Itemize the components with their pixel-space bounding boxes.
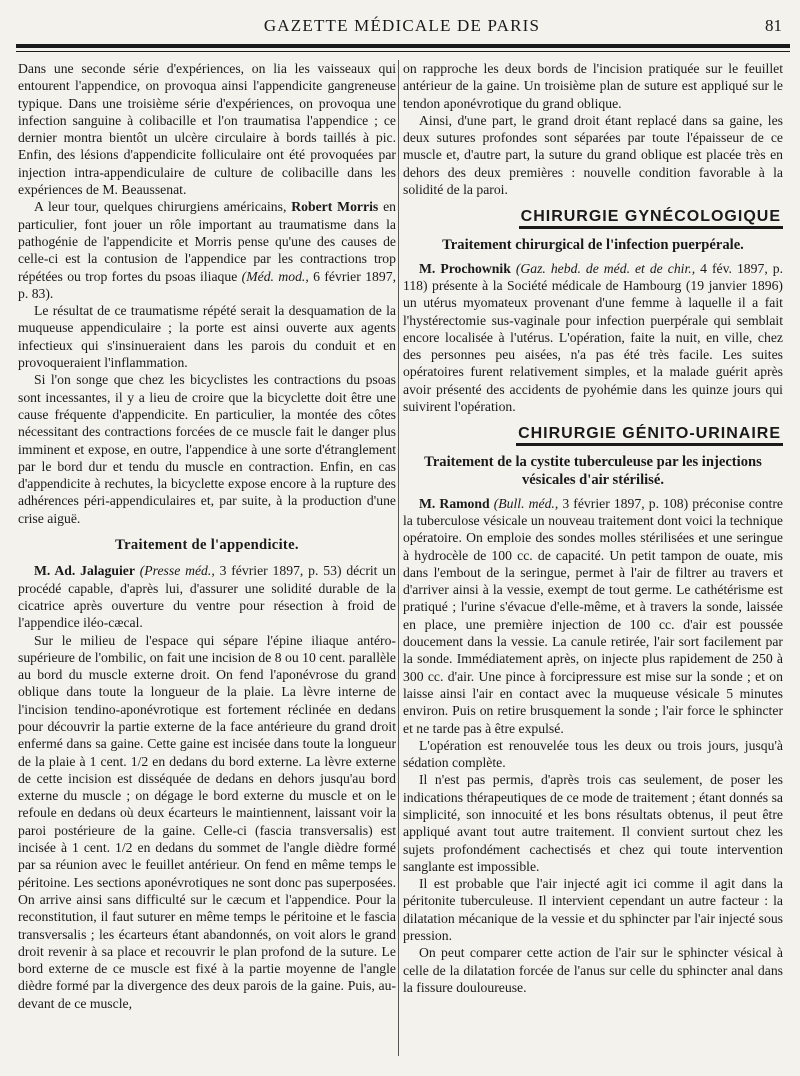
paragraph (18, 562, 396, 631)
section-heading (403, 425, 783, 444)
column-divider (398, 60, 399, 1056)
right-column (403, 60, 783, 1062)
author-name: M. Prochownik (419, 260, 511, 276)
text-run: 3 février 1897, p. 53) décrit un procédé capable, d'après lui, d'assurer une solidité durable de la cicatrice après ouverture du ventre pour résection à froid de l'appendice iléo-cæcal. (18, 563, 396, 631)
paragraph (403, 260, 783, 416)
article-title: Traitement chirurgical de l'infection puerpérale. (442, 236, 744, 253)
header-rule-thick (16, 44, 790, 48)
text-run: 4 fév. 1897, p. 118) présente à la Société médicale de Hambourg (19 janvier 1896) un utérus myomateux provenant d'une femme à laquelle il a fait l'hystérectomie sus-vaginale pour infection puerpérale qui semblait encore localisée à l'utérus. L'opération, faite la nuit, en ville, chez des personnes peu aisées, n'a pas été très facile. Les suites opératoires furent relativement simples, et la malade guérit après avoir présenté des accidents de pyohémie dans les quinze jours qui suivirent l'opération. (403, 260, 783, 415)
paragraph (18, 198, 396, 302)
paragraph: Si l'on songe que chez les bicyclistes les contractions du psoas sont incessantes, il y a lieu de croire que la bicyclette doit être une cause fréquente d'appendicite. En particulier, la montée des côtes nécessitant des contractions forcées de ce muscle fait le danger plus imminent et expose, en outre, l'appendice à une sorte d'étranglement par le bord dur et tendu du muscle en contraction. Enfin, en cas d'appendicite à rechutes, la bicyclette expose encore à la rupture des adhérences péri-appendiculaires et, par suite, à la production d'une crise aiguë. (18, 372, 396, 526)
text-run: 6 février 1897, p. 83). (18, 268, 396, 301)
article-title: Traitement de la cystite tuberculeuse par les injections vésicales d'air stérilisé. (424, 453, 762, 488)
text-run: A leur tour, quelques chirurgiens américains, (34, 199, 292, 215)
section-heading (403, 208, 783, 227)
source-citation: (Bull. méd., (493, 495, 559, 511)
section-heading-text: CHIRURGIE GÉNITO-URINAIRE (516, 425, 783, 446)
running-title: GAZETTE MÉDICALE DE PARIS (263, 16, 541, 35)
author-name: Robert Morris (291, 199, 379, 215)
subheading: Traitement de l'appendicite. (115, 537, 299, 554)
paragraph: L'opération est renouvelée tous les deux ou trois jours, jusqu'à sédation complète. (403, 737, 783, 771)
paragraph: on rapproche les deux bords de l'incision pratiquée sur le feuillet antérieur de la gaine. Un troisième plan de suture est appliqué sur le tendon aponévrotique du grand oblique. (403, 61, 783, 111)
paragraph: Ainsi, d'une part, le grand droit étant replacé dans sa gaine, les deux sutures profondes sont séparées par toute l'épaisseur de ce muscle et, d'autre part, la suture du grand oblique est placée très en dehors des deux premières : nouvelle condition favorable à la solidité de la paroi. (403, 112, 783, 198)
page-header (18, 14, 786, 44)
left-column (18, 60, 396, 1062)
source-citation: (Gaz. hebd. de méd. et de chir., (515, 260, 696, 276)
text-run: en particulier, font jouer un rôle important au traumatisme dans la pathogénie de l'appendicite et Morris pense qu'une des causes de celle-ci est la contusion de l'appendice par les contractions trop répétées ou trop fortes du psoas iliaque (18, 199, 397, 284)
paragraph: On peut comparer cette action de l'air sur le sphincter vésical à celle de la dilatation forcée de l'anus sur celle du sphincter anal dans la fissure douloureuse. (403, 945, 783, 995)
header-rule-thin (16, 51, 790, 52)
source-citation: (Presse méd., (139, 563, 215, 579)
paragraph (403, 495, 783, 737)
paragraph: Il n'est pas permis, d'après trois cas seulement, de poser les indications thérapeutiques de ce mode de traitement ; étant donnés sa simplicité, son innocuité et les bons résultats obtenus, il peut être appliqué avant tout autre traitement. Il convient surtout chez les sujets profondément cachectisés et chez qui toute intervention sanglante est impossible. (403, 772, 783, 874)
paragraph: Il est probable que l'air injecté agit ici comme il agit dans la péritonite tuberculeuse. Il intervient cependant un autre facteur : la dilatation mécanique de la vessie et du sphincter par l'air injecté sous pression. (403, 876, 783, 944)
section-heading-text: CHIRURGIE GYNÉCOLOGIQUE (519, 208, 783, 229)
paragraph: Sur le milieu de l'espace qui sépare l'épine iliaque antéro-supérieure de l'ombilic, on fait une incision de 8 ou 10 cent. parallèle au bord du muscle externe droit. On fend l'aponévrose du grand oblique dans toute la longueur de la plaie. La lèvre interne de l'incision tendino-aponévrotique est fortement réclinée en dedans pour découvrir la partie externe de la face antérieure du grand droit enfermé dans sa gaine. Cette gaine est incisée dans toute la longueur de la plaie à 1 cent. 1/2 en dedans du bord externe. La lèvre externe de cette incision est disséquée de dedans en dehors jusqu'au bord externe du muscle ; on dégage le bord externe du muscle et on le refoule en dedans où deux écarteurs le maintiennent, laissant voir la paroi postérieure de la gaine. Celle-ci (fascia transversalis) est incisée à 1 cent. 1/2 en dedans du sommet de l'angle dièdre formé par sa réunion avec le feuillet antérieur. On fend en même temps le péritoine. Les sections aponévrotiques ne sont donc pas superposées. On arrive ainsi sans difficulté sur le cæcum et l'appendice. Pour la reconstitution, il faut suturer en même temps le péritoine et le fascia transversalis ; les écarteurs étant abandonnés, on voit alors le grand droit revenir à sa place et recouvrir le plan profond de la suture. Le bord externe de ce muscle est fixé à la partie moyenne de l'angle dièdre formé par la divergence des deux parois de la gaine. Puis, au-devant de ce muscle, (18, 632, 396, 1011)
paragraph: Le résultat de ce traumatisme répété serait la desquamation de la muqueuse appendiculaire ; la porte est ainsi ouverte aux agents infectieux qui s'insinueraient dans les parois du conduit et en provoqueraient l'inflammation. (18, 303, 396, 371)
text-run: 3 février 1897, p. 108) préconise contre la tuberculose vésicale un nouveau traitement dont voici la technique opératoire. On emploie des sondes molles stérilisées et une seringue à hydrocèle de 100 cc. de capacité. Un petit tampon de ouate, mis dans l'embout de la seringue, permet à l'air de filtrer au travers et d'arriver ainsi à la vessie, exempt de tout germe. Le cathétérisme est pratiqué ; l'urine s'évacue d'elle-même, et à travers la sonde, laissée en place, une première injection de 100 cc. d'air est poussée doucement dans la vessie. La canule retirée, l'air sort facilement par la sonde. Immédiatement après, on injecte plus rapidement de 250 à 300 cc. d'air. Une pince à forcipressure est mise sur la sonde ; et on laisse ainsi l'air en contact avec la muqueuse vésicale 5 minutes environ. Puis on retire brusquement la sonde ; l'air force le sphincter et ne tarde pas à être expulsé. (403, 495, 783, 736)
source-citation: (Méd. mod., (241, 268, 309, 284)
author-name: M. Ramond (419, 495, 490, 511)
page-number: 81 (765, 16, 782, 35)
paragraph: Dans une seconde série d'expériences, on lia les vaisseaux qui entourent l'appendice, on provoqua ainsi l'appendicite gangreneuse typique. Dans une troisième série d'expériences, on provoqua une infection sanguine à colibacille et l'on traumatisa l'appendice ; ce dernier montra bientôt un ulcère circulaire à bords taillés à pic. Enfin, des lésions d'appendicite folliculaire ont été provoquées par injection intra-appendiculaire de culture de colibacille dans les expériences de M. Beaussenat. (18, 61, 396, 198)
author-name: M. Ad. Jalaguier (34, 563, 135, 579)
